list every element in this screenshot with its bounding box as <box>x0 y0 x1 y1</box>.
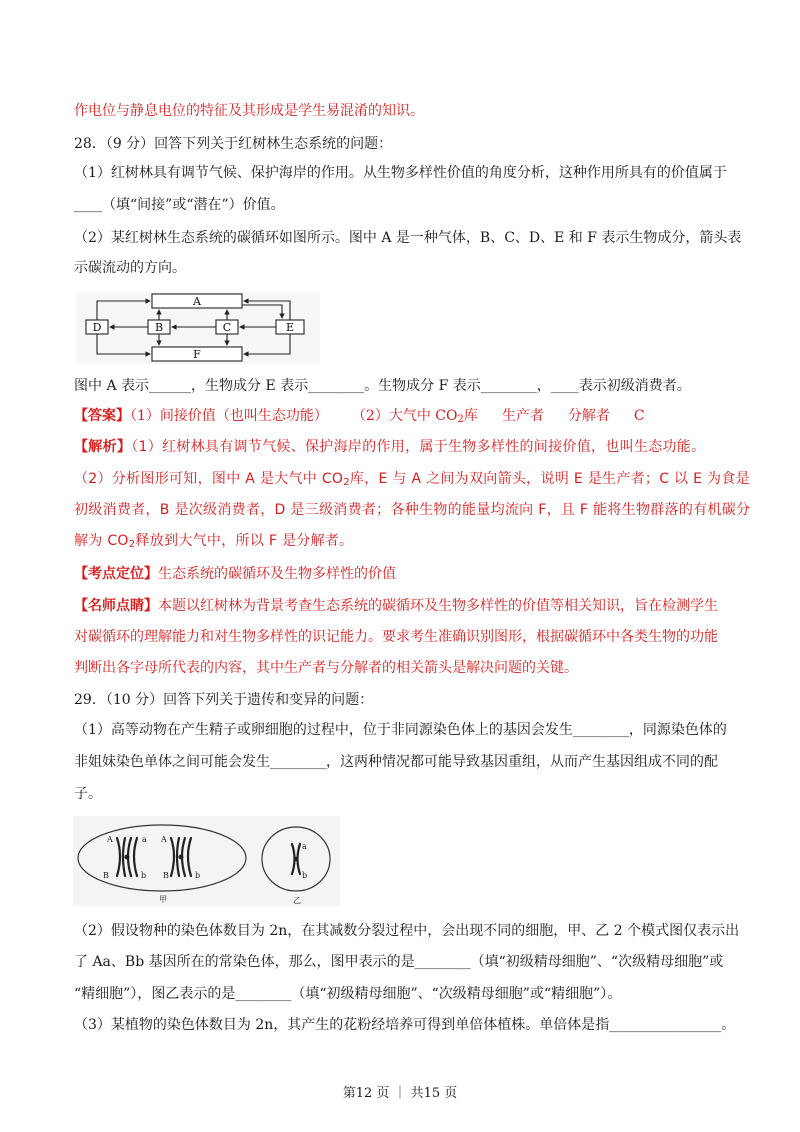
node-d-label: D <box>92 321 102 334</box>
analysis-text4-post: 释放到大气中，所以 F 是分解者。 <box>135 533 354 549</box>
meiosis-cells-figure <box>73 816 340 906</box>
q29-p2-line3: “精细胞”），图乙表示的是________（填“初级精母细胞”、“次级精母细胞”或“精细胞”）。 <box>74 986 622 1002</box>
label-b-small2: b <box>195 871 201 880</box>
node-c-label: C <box>222 321 232 334</box>
q28-title: 28．（9 分）回答下列关于红树林生态系统的问题： <box>74 136 393 152</box>
answer-part2-sub: 2 <box>457 414 464 425</box>
q28-p2-line1: （2）某红树林生态系统的碳循环如图所示。图中 A 是一种气体，B、C、D、E 和 F 表示生物成分，箭头表 <box>74 230 742 246</box>
analysis-line1 <box>74 437 705 457</box>
q28-answer <box>74 406 645 430</box>
label-a-small: a <box>142 835 147 844</box>
label-jia: 甲 <box>159 895 167 904</box>
kaodian <box>74 564 396 584</box>
label-yi: 乙 <box>293 896 301 905</box>
intro-note: 作电位与静息电位的特征及其形成是学生易混淆的知识。 <box>74 103 424 119</box>
analysis-line3: 初级消费者，B 是次级消费者，D 是三级消费者；各种生物的能量均流向 F，且 F 能将生物群落的有机碳分 <box>74 502 751 518</box>
answer-part2-post: 库 <box>463 408 478 424</box>
label-a-left: A <box>107 835 113 844</box>
answer-part5: C <box>633 408 645 424</box>
analysis-text2-sub: 2 <box>343 477 350 488</box>
analysis-text1: （1）红树林具有调节气候、保护海岸的作用，属于生物多样性的间接价值，也叫生态功能。 <box>131 439 706 455</box>
answer-label: 【答案】 <box>74 408 130 424</box>
answer-part4: 分解者 <box>567 408 610 424</box>
mingshi-label: 【名师点睛】 <box>74 598 158 614</box>
page-footer: 第12 页 ｜ 共15 页 <box>342 1086 458 1101</box>
q28-p1-line2: ____（填“间接”或“潜在”）价值。 <box>74 197 285 213</box>
mingshi-line2: 对碳循环的理解能力和对生物多样性的识记能力。要求考生准确识别图形，根据碳循环中各类生物的功能 <box>74 629 718 645</box>
label-b-small1: b <box>141 871 147 880</box>
mingshi-text1: 本题以红树林为背景考查生态系统的碳循环及生物多样性的价值等相关知识，旨在检测学生 <box>158 598 718 614</box>
carbon-cycle-diagram <box>76 292 320 364</box>
q29-p2-line1: （2）假设物种的染色体数目为 2n，在其减数分裂过程中，会出现不同的细胞，甲、乙 2 个模式图仅表示出 <box>74 923 740 939</box>
analysis-text2-pre: （2）分析图形可知，图中 A 是大气中 CO <box>74 471 344 487</box>
analysis-line2 <box>74 469 750 493</box>
kaodian-label: 【考点定位】 <box>74 566 158 582</box>
q28-question: 图中 A 表示______，生物成分 E 表示________。生物成分 F 表示________，____表示初级消费者。 <box>74 378 691 394</box>
label-b-mid: B <box>163 871 169 880</box>
mingshi-line1 <box>74 596 718 616</box>
node-a-label: A <box>193 295 201 308</box>
analysis-text2-post: 库，E 与 A 之间为双向箭头，说明 E 是生产者；C 以 E 为食是 <box>349 471 750 487</box>
q29-p3-line1: （3）某植物的染色体数目为 2n，其产生的花粉经培养可得到单倍体植株。单倍体是指________________。 <box>74 1017 736 1033</box>
q28-p2-line2: 示碳流动的方向。 <box>74 260 186 276</box>
answer-part2-pre: （2）大气中 CO <box>351 408 458 424</box>
analysis-label: 【解析】 <box>74 439 132 455</box>
q29-p1-line1: （1）高等动物在产生精子或卵细胞的过程中，位于非同源染色体上的基因会发生________，同源染色体的 <box>74 722 727 738</box>
mingshi-line3: 判断出各字母所代表的内容，其中生产者与分解者的相关箭头是解决问题的关键。 <box>74 660 578 676</box>
label-b-left: B <box>103 871 109 880</box>
answer-part1: （1）间接价值（也叫生态功能） <box>130 408 328 424</box>
q28-p1-line1: （1）红树林具有调节气候、保护海岸的作用。从生物多样性价值的角度分析，这种作用所具有的价值属于 <box>74 165 727 181</box>
q29-p1-line3: 子。 <box>74 786 102 802</box>
q29-title: 29．（10 分）回答下列关于遗传和变异的问题： <box>74 692 374 708</box>
label-yi-a: a <box>302 842 307 851</box>
analysis-text4-sub: 2 <box>128 539 136 550</box>
q29-p1-line2: 非姐妹染色单体之间可能会发生________，这两种情况都可能导致基因重组，从而产生基因组成不同的配 <box>74 754 718 770</box>
analysis-text4-pre: 解为 CO <box>74 533 129 549</box>
node-b-label: B <box>154 321 164 334</box>
answer-part3: 生产者 <box>501 408 544 424</box>
analysis-line4 <box>74 531 353 555</box>
label-yi-b: b <box>302 871 308 880</box>
kaodian-text: 生态系统的碳循环及生物多样性的价值 <box>158 566 396 582</box>
node-f-label: F <box>193 348 201 361</box>
node-e-label: E <box>285 321 295 334</box>
label-a-right: A <box>161 835 167 844</box>
q29-p2-line2: 了 Aa、Bb 基因所在的常染色体，那么，图甲表示的是________（填“初级精母细胞”、“次级精母细胞”或 <box>74 954 724 970</box>
